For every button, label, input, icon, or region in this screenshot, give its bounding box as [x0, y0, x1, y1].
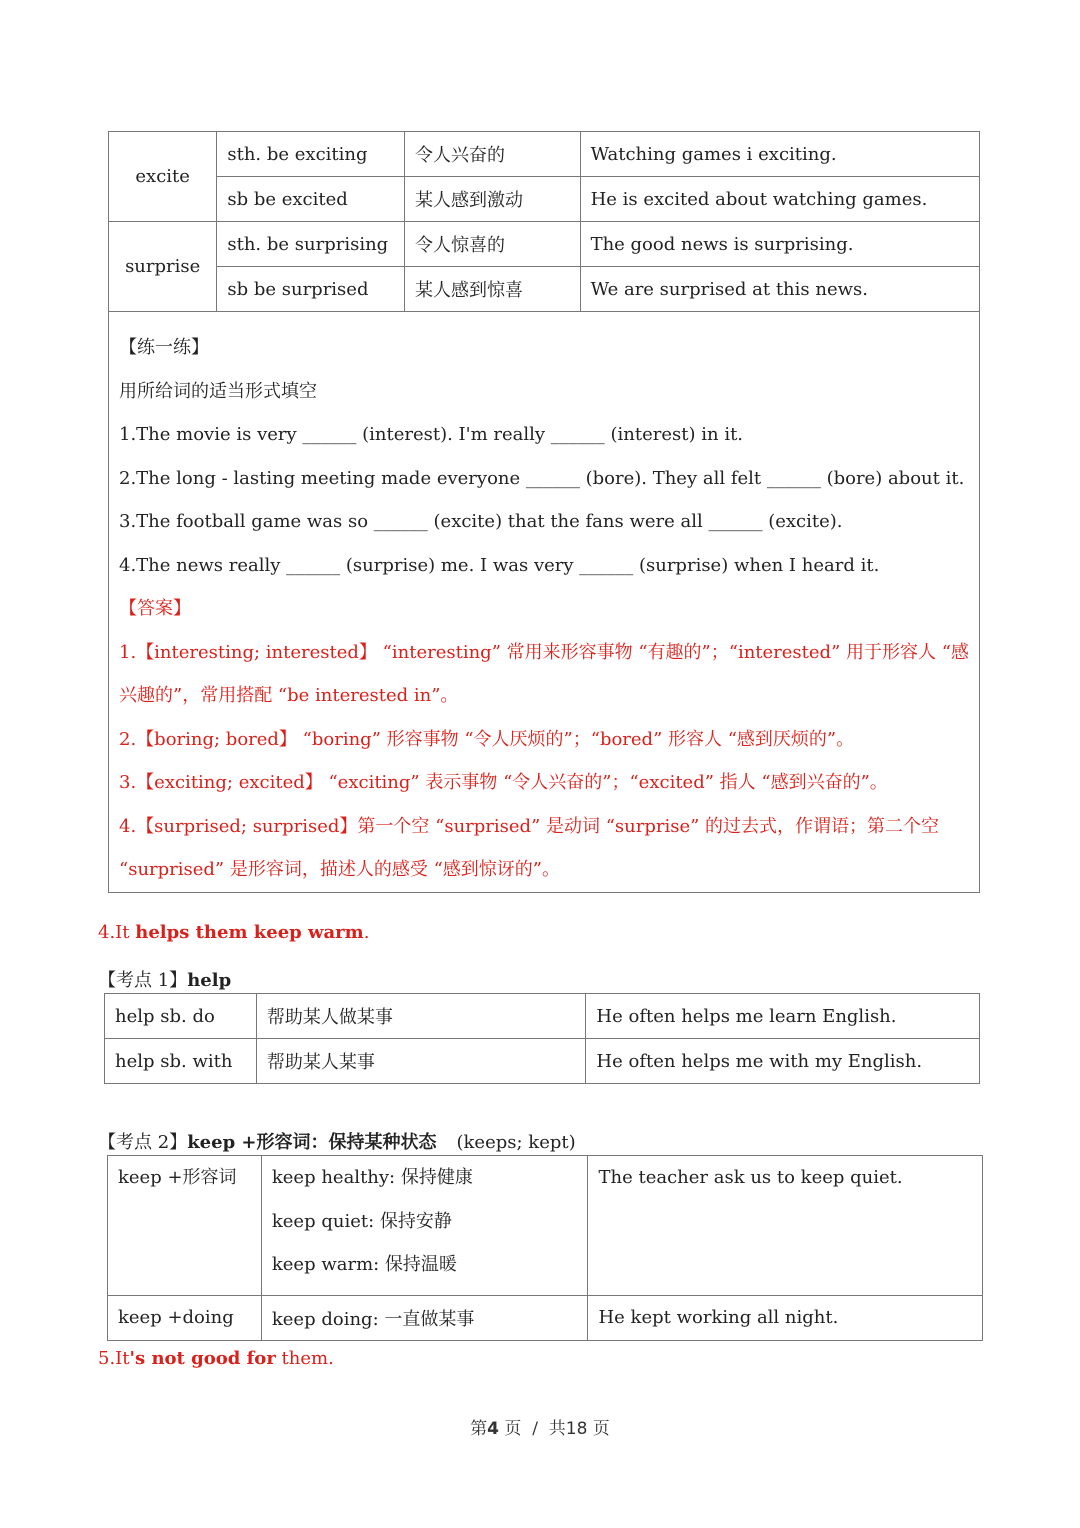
meaning-cell: 令人惊喜的 [404, 222, 580, 267]
phrase-cell: sb be surprised [217, 267, 405, 312]
example-cell: He kept working all night. [588, 1295, 983, 1340]
exercise-question: 3.The football game was so ______ (excite) that the fans were all ______ (excite). [119, 511, 843, 532]
exercise-title: 【练一练】 [119, 337, 209, 358]
help-usage-table [104, 993, 980, 1084]
phrase-cell: help sb. with [105, 1039, 257, 1084]
total-pages: 18 [565, 1419, 588, 1439]
example-cell: Watching games i exciting. [580, 132, 979, 177]
table-row [105, 1039, 980, 1084]
answer-title: 【答案】 [119, 598, 191, 619]
phrase-cell: sb be excited [217, 177, 405, 222]
table-row [105, 994, 980, 1039]
exercise-question: 4.The news really ______ (surprise) me. I was very ______ (surprise) when I heard it. [119, 554, 880, 576]
sentence-4-heading: 4.It helps them keep warm. [98, 922, 370, 943]
meaning-cell: 帮助某人某事 [256, 1039, 586, 1084]
phrase-cell: sth. be surprising [217, 222, 405, 267]
table-row [109, 177, 980, 222]
example-cell: He often helps me with my English. [586, 1039, 980, 1084]
pattern-cell: keep +doing [108, 1295, 262, 1340]
example-cell: The teacher ask us to keep quiet. [588, 1156, 983, 1296]
answer-line: 2.【boring; bored】 “boring” 形容事物 “令人厌烦的”；“bored” 形容人 “感到厌烦的”。 [119, 728, 855, 750]
table-row [109, 132, 980, 177]
adjective-usage-table [108, 131, 980, 893]
table-row [108, 1295, 983, 1340]
pattern-cell: keep +形容词 [108, 1156, 262, 1296]
answer-line: 4.【surprised; surprised】第一个空 “surprised” 是动词 “surprise” 的过去式，作谓语；第二个空 [119, 815, 940, 837]
answer-line: 3.【exciting; excited】 “exciting” 表示事物 “令人兴奋的”；“excited” 指人 “感到兴奋的”。 [119, 772, 888, 793]
keep-item: keep warm: 保持温暖 [271, 1254, 457, 1275]
phrase-cell: sth. be exciting [217, 132, 405, 177]
example-cell: He often helps me learn English. [586, 994, 980, 1039]
exercise-instruction: 用所给词的适当形式填空 [119, 380, 317, 402]
items-cell [261, 1156, 588, 1296]
word-cell: excite [109, 132, 217, 222]
meaning-cell: 某人感到激动 [404, 177, 580, 222]
table-row [109, 267, 980, 312]
page-footer: 第4 页 / 共18 页 [470, 1419, 610, 1439]
table-row [108, 1156, 983, 1296]
meaning-cell: 令人兴奋的 [404, 132, 580, 177]
example-cell: The good news is surprising. [580, 222, 979, 267]
point-2-heading: 【考点 2】keep +形容词：保持某种状态 (keeps; kept) [98, 1132, 576, 1153]
word-cell: surprise [109, 222, 217, 312]
meaning-cell: 某人感到惊喜 [404, 267, 580, 312]
page-number: 4 [487, 1419, 500, 1439]
keep-item: keep healthy: 保持健康 [271, 1167, 473, 1188]
phrase-cell: help sb. do [105, 994, 257, 1039]
sentence-5-heading: 5.It's not good for them. [98, 1348, 334, 1369]
answer-line: 兴趣的”，常用搭配 “be interested in”。 [119, 685, 459, 706]
point-1-heading: 【考点 1】help [98, 970, 232, 991]
meaning-cell: 帮助某人做某事 [256, 994, 586, 1039]
example-cell: We are surprised at this news. [580, 267, 979, 312]
keep-item: keep quiet: 保持安静 [271, 1210, 452, 1232]
table-row [109, 222, 980, 267]
keep-item: keep doing: 一直做某事 [261, 1295, 588, 1340]
exercise-question: 1.The movie is very ______ (interest). I'm really ______ (interest) in it. [119, 424, 744, 445]
exercise-row [109, 312, 980, 893]
exercise-question: 2.The long - lasting meeting made everyone ______ (bore). They all felt ______ (bore) about it. [119, 467, 965, 489]
answer-line: “surprised” 是形容词，描述人的感受 “感到惊讶的”。 [119, 859, 560, 880]
exercise-cell [109, 312, 980, 893]
keep-usage-table [107, 1155, 983, 1341]
example-cell: He is excited about watching games. [580, 177, 979, 222]
answer-line: 1.【interesting; interested】 “interesting” 常用来形容事物 “有趣的”；“interested” 用于形容人 “感 [119, 641, 969, 663]
